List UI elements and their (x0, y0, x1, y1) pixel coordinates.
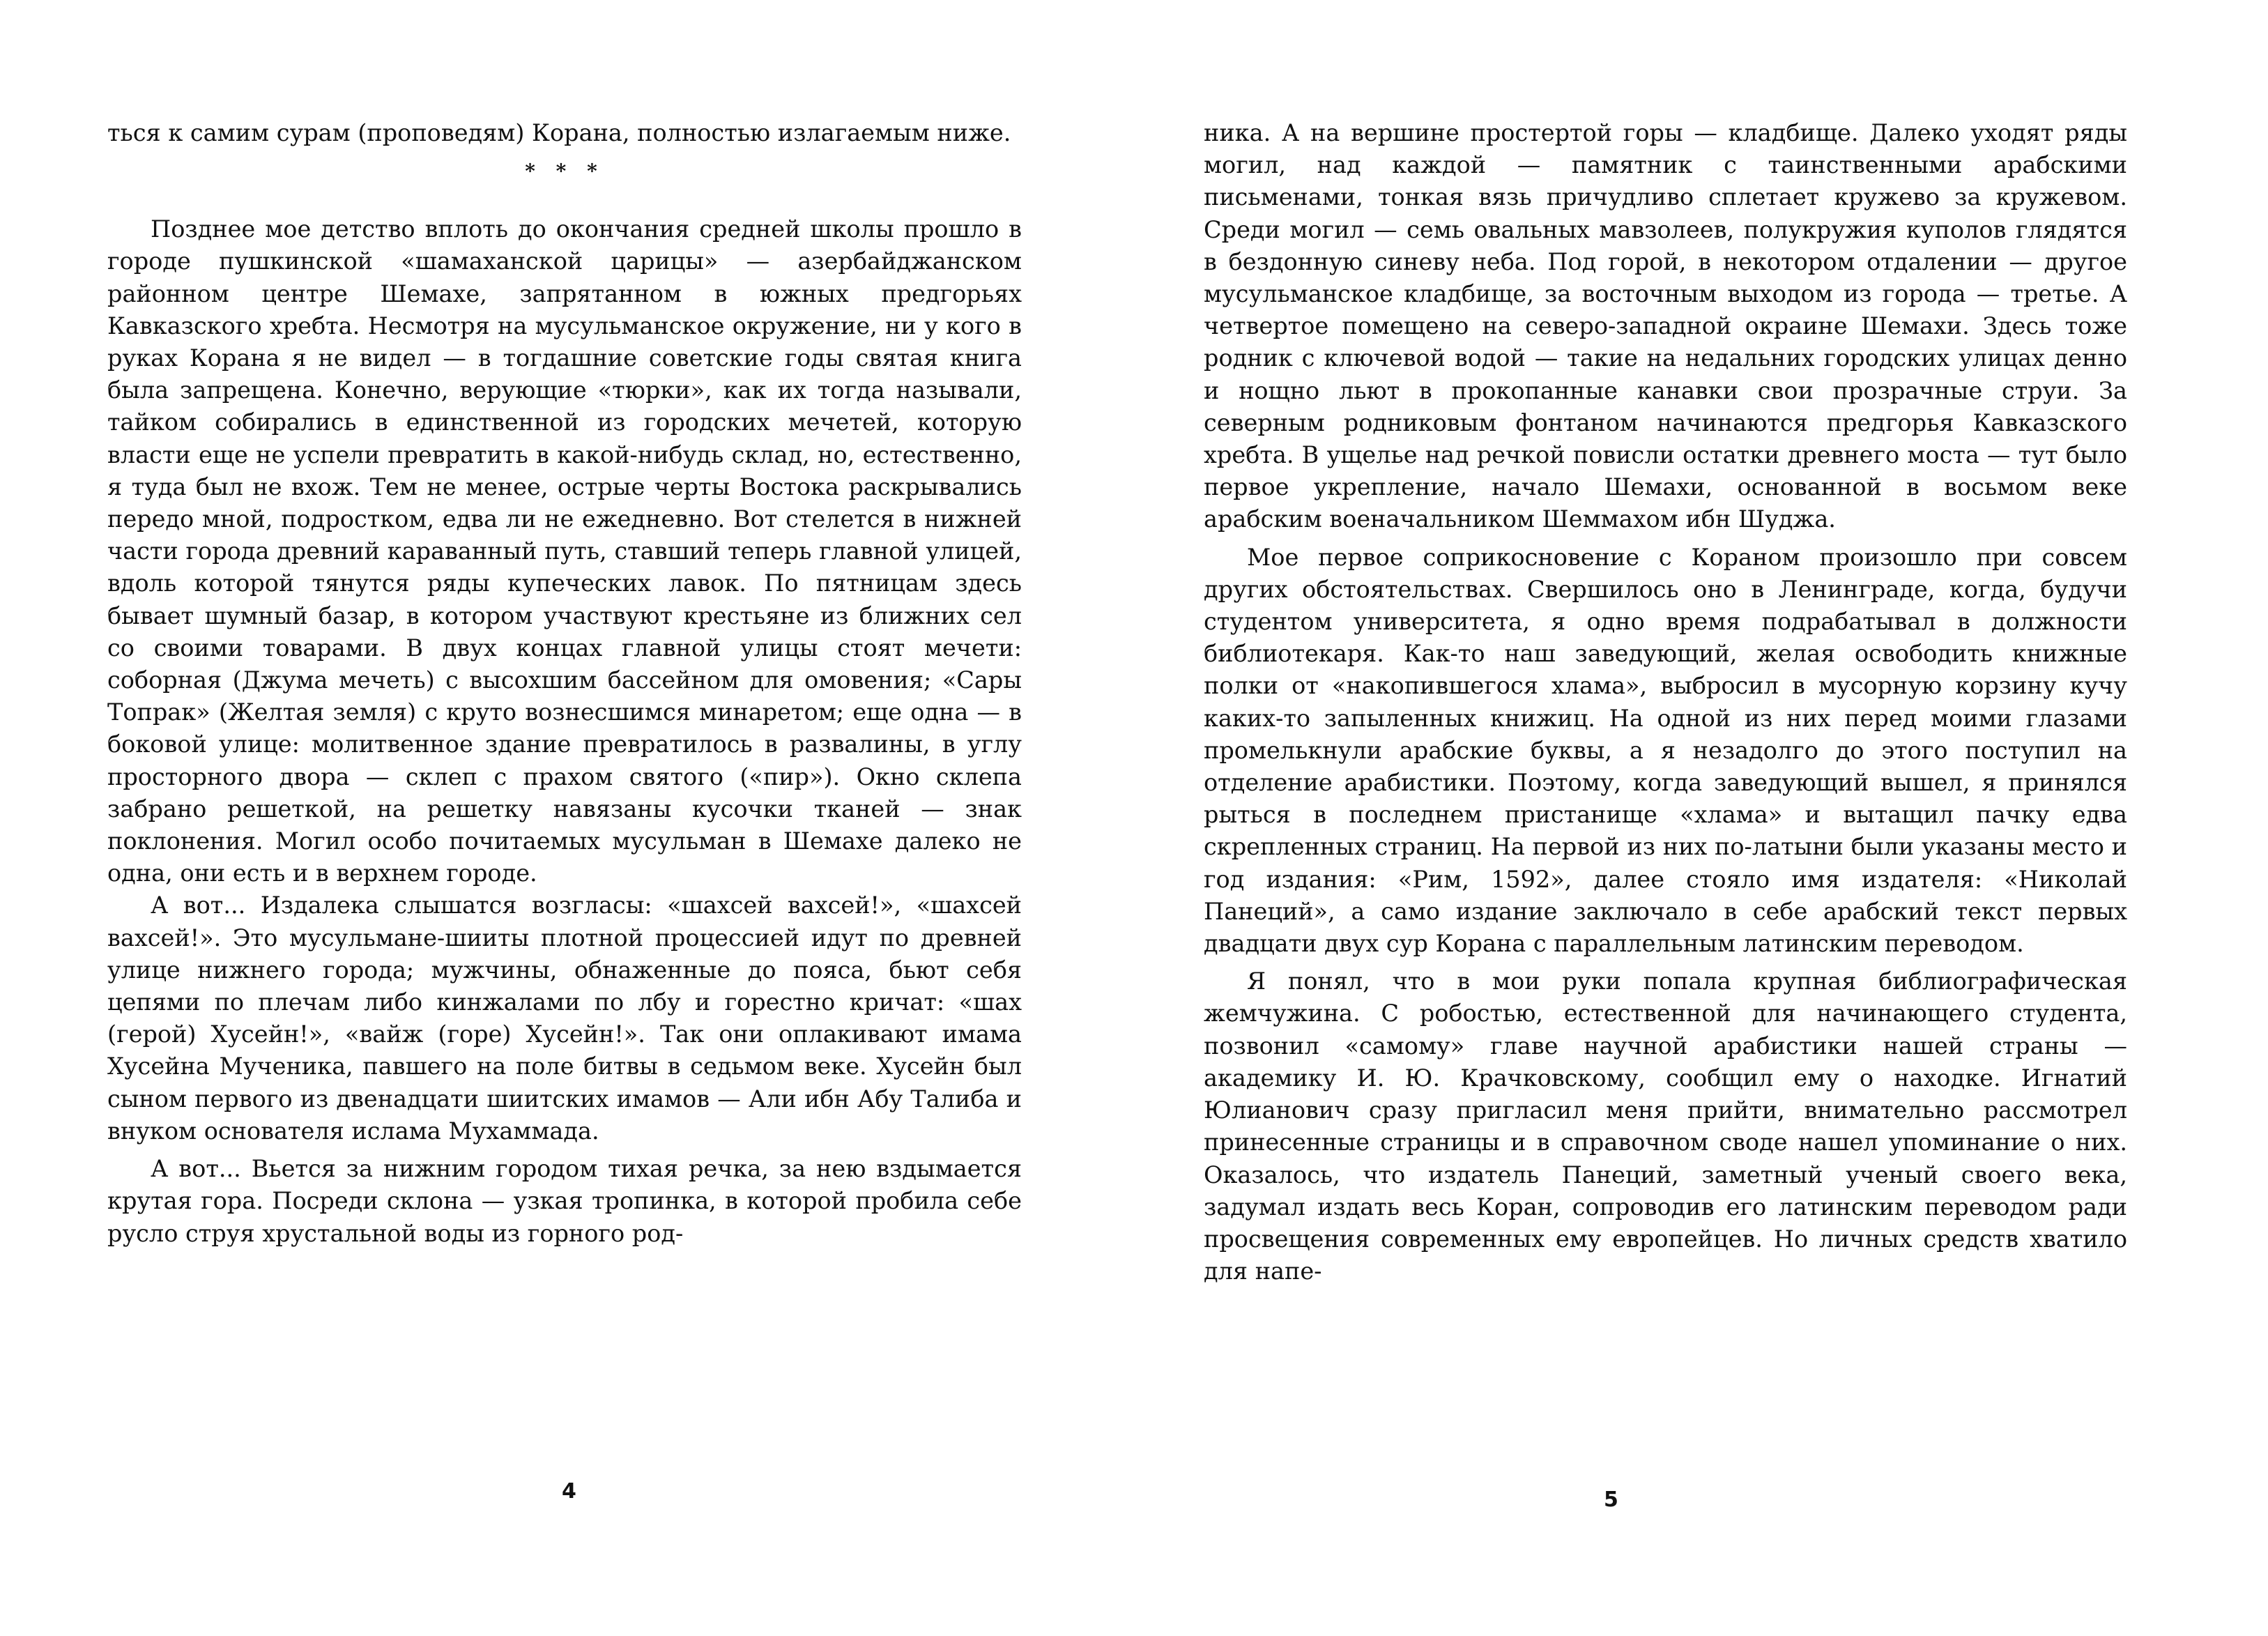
right-page-text (1204, 117, 2127, 1287)
paragraph: ться к самим сурам (проповедям) Корана, полностью излагаемым ниже. (107, 119, 1011, 146)
paragraph: А вот... Издалека слышатся возгласы: «шахсей вахсей!», «шахсей вахсей!». Это мусульмане-шииты плотной процессией идут по древней улице нижнего города; мужчины, обнаженные до пояса, бьют себя цепями по плечам либо кинжалами по лбу и горестно кричат: «шах (герой) Хусейн!», «вайж (горе) Хусейн!». Так они оплакивают имама Хусейна Мученика, павшего на поле битвы в седьмом веке. Хусейн был сыном первого из двенадцати шиитских имамов — Али ибн Абу Талиба и внуком основателя ислама Мухаммада. (107, 892, 1022, 1145)
paragraph: Я понял, что в мои руки попала крупная библиографическая жемчужина. С робостью, естественной для начинающего студента, позвонил «самому» главе научной арабистики нашей страны — академику И. Ю. Крачковскому, сообщил ему о находке. Игнатий Юлианович сразу пригласил меня прийти, внимательно рассмотрел принесенные страницы и в справочном своде нашел упоминание о них. Оказалось, что издатель Панеций, заметный ученый своего века, задумал издать весь Коран, сопроводив его латинским переводом ради просвещения современных ему европейцев. Но личных средств хватило для напе- (1204, 968, 2127, 1285)
page-number: 4 (562, 1479, 576, 1504)
section-separator: * * * (525, 160, 604, 183)
paragraph: Мое первое соприкосновение с Кораном произошло при совсем других обстоятельствах. Свершилось оно в Ленинграде, когда, будучи студентом университета, я одно время подрабатывал в должности библиотекаря. Как-то наш заведующий, желая освободить книжные полки от «накопившегося хлама», выбросил в мусорную корзину кучу каких-то запыленных книжиц. На одной из них перед моими глазами промелькнули арабские буквы, а я незадолго до этого поступил на отделение арабистики. Поэтому, когда заведующий вышел, я принялся рыться в последнем пристанище «хлама» и вытащил пачку едва скрепленных страниц. На первой из них по-латыни были указаны место и год издания: «Рим, 1592», далее стояло имя издателя: «Николай Панеций», а само издание заключало в себе арабский текст первых двадцати двух сур Корана с параллельным латинским переводом. (1204, 543, 2127, 958)
paragraph: Позднее мое детство вплоть до окончания средней школы прошло в городе пушкинской «шамаханской царицы» — азербайджанском районном центре Шемахе, запрятанном в южных предгорьях Кавказского хребта. Несмотря на мусульманское окружение, ни у кого в руках Корана я не видел — в тогдашние советские годы святая книга была запрещена. Конечно, верующие «тюрки», как их тогда называли, тайком собирались в единственной из городских мечетей, которую власти еще не успели превратить в какой-нибудь склад, но, естественно, я туда был не вхож. Тем не менее, острые черты Востока раскрывались передо мной, подростком, едва ли не ежедневно. Вот стелется в нижней части города древний караванный путь, ставший теперь главной улицей, вдоль которой тянутся ряды купеческих лавок. По пятницам здесь бывает шумный базар, в котором участвуют крестьяне из ближних сел со своими товарами. В двух концах главной улицы стоят мечети: соборная (Джума мечеть) с высохшим бассейном для омовения; «Сары Топрак» (Желтая земля) с круто вознесшимся минаретом; еще одна — в боковой улице: молитвенное здание превратилось в развалины, в углу просторного двора — склеп с прахом святого («пир»). Окно склепа забрано решеткой, на решетку навязаны кусочки тканей — знак поклонения. Могил особо почитаемых мусульман в Шемахе далеко не одна, они есть и в верхнем городе. (107, 215, 1022, 887)
left-page-text (107, 117, 1022, 1250)
paragraph: ника. А на вершине простертой горы — кладбище. Далеко уходят ряды могил, над каждой — памятник с таинственными арабскими письменами, тонкая вязь причудливо сплетает кружево за кружевом. Среди могил — семь овальных мавзолеев, полукружия куполов глядятся в бездонную синеву неба. Под горой, в некотором отдалении — другое мусульманское кладбище, за восточным выходом из города — третье. А четвертое помещено на северо-западной окраине Шемахи. Здесь тоже родник с ключевой водой — такие на недальних городских улицах денно и нощно льют в прокопанные канавки свои прозрачные струи. За северным родниковым фонтаном начинаются предгорья Кавказского хребта. В ущелье над речкой повисли остатки древнего моста — тут было первое укрепление, начало Шемахи, основанной в восьмом веке арабским военачальником Шеммахом ибн Шуджа. (1204, 119, 2127, 533)
page-number: 5 (1604, 1488, 1618, 1512)
right-page (1134, 0, 2268, 1636)
paragraph: А вот... Вьется за нижним городом тихая речка, за нею вздымается крутая гора. Посреди склона — узкая тропинка, в которой пробила себе русло струя хрустальной воды из горного род- (107, 1155, 1022, 1247)
